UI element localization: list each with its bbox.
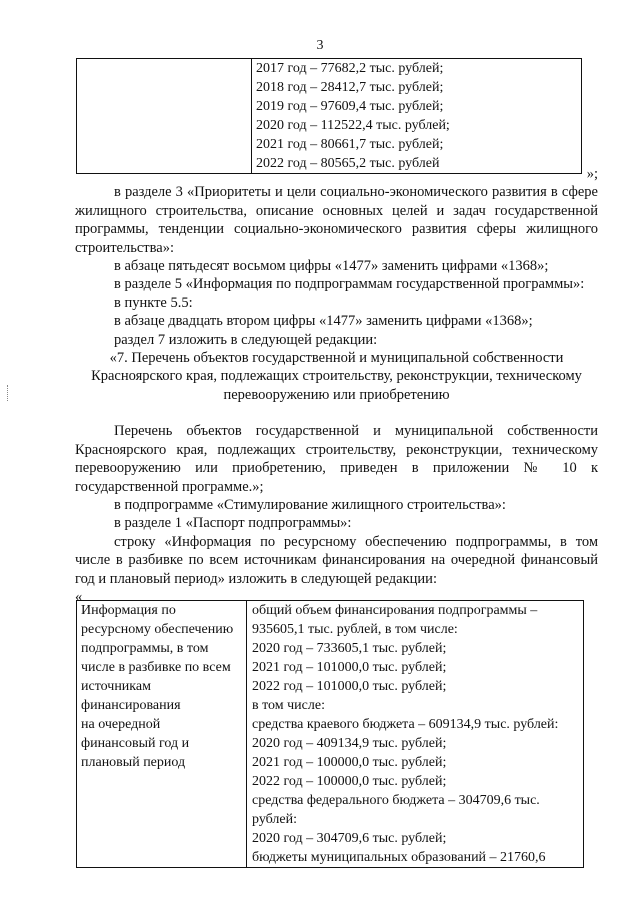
- table-cell-label: [77, 601, 247, 868]
- scan-margin-mark: [7, 385, 9, 401]
- value-line: 2020 год – 304709,6 тыс. рублей;: [252, 831, 447, 846]
- table-cell-left: [77, 59, 252, 174]
- year-amount-line: 2020 год – 112522,4 тыс. рублей;: [256, 118, 450, 133]
- label-line: финансирования: [81, 698, 181, 713]
- paragraph: в разделе 3 «Приоритеты и цели социально-экономического развития в сфере жилищного строительства, описание основных целей и задач государственной программы, тенденции социально-экономического развития сферы жилищного строительства»:: [75, 184, 598, 256]
- paragraph: Перечень объектов государственной и муниципальной собственности Красноярского края, подлежащих строительству, реконструкции, техническому перевооружению или приобретению, приведен в приложении № 10 к государственной программе.»;: [75, 423, 598, 495]
- value-line: 2022 год – 100000,0 тыс. рублей;: [252, 774, 447, 789]
- section-heading: «7. Перечень объектов государственной и муниципальной собственности Красноярского края, подлежащих строительству, реконструкции, техническому перевооружению или приобретению: [91, 350, 582, 403]
- table-cell-right: [252, 59, 582, 174]
- value-line: 935605,1 тыс. рублей, в том числе:: [252, 622, 458, 637]
- table-row: [77, 601, 584, 868]
- open-quote: «: [75, 588, 83, 605]
- spacer: [75, 404, 598, 422]
- close-quote: »;: [586, 166, 598, 182]
- value-line: в том числе:: [252, 698, 325, 713]
- table-row: [77, 59, 582, 174]
- value-line: средства краевого бюджета – 609134,9 тыс. рублей:: [252, 717, 559, 732]
- paragraph: в абзаце двадцать втором цифры «1477» заменить цифрами «1368»;: [114, 313, 533, 330]
- label-line: на очередной: [81, 717, 161, 732]
- value-line: рублей:: [252, 812, 297, 827]
- paragraph: в разделе 1 «Паспорт подпрограммы»:: [114, 515, 352, 532]
- paragraph: раздел 7 изложить в следующей редакции:: [114, 331, 378, 348]
- label-line: источникам: [81, 679, 151, 694]
- value-line: средства федерального бюджета – 304709,6 тыс.: [252, 793, 540, 808]
- label-line: плановый период: [81, 755, 186, 770]
- funding-passport-table: [76, 600, 584, 868]
- paragraph: в подпрограмме «Стимулирование жилищного строительства»:: [114, 496, 506, 513]
- value-line: 2021 год – 100000,0 тыс. рублей;: [252, 755, 447, 770]
- label-line: Информация по: [81, 603, 176, 618]
- paragraph: в пункте 5.5:: [114, 294, 193, 311]
- funding-table-continued: [76, 58, 582, 174]
- value-line: бюджеты муниципальных образований – 21760,6: [252, 850, 546, 865]
- label-line: финансовый год и: [81, 736, 190, 751]
- paragraph: строку «Информация по ресурсному обеспечению подпрограммы, в том числе в разбивке по всем источникам финансирования на очередной финансовый год и плановый период» изложить в следующей редакции:: [75, 533, 598, 587]
- year-amount-line: 2019 год – 97609,4 тыс. рублей;: [256, 99, 444, 114]
- year-amount-line: 2018 год – 28412,7 тыс. рублей;: [256, 80, 444, 95]
- table-cell-value: [247, 601, 584, 868]
- label-line: ресурсному обеспечению: [81, 622, 234, 637]
- year-amount-line: 2021 год – 80661,7 тыс. рублей;: [256, 137, 444, 152]
- value-line: общий объем финансирования подпрограммы –: [252, 603, 538, 618]
- year-amount-line: 2022 год – 80565,2 тыс. рублей: [256, 156, 440, 171]
- paragraph: в абзаце пятьдесят восьмом цифры «1477» заменить цифрами «1368»;: [114, 258, 549, 275]
- label-line: числе в разбивке по всем: [81, 660, 231, 675]
- year-amount-line: 2017 год – 77682,2 тыс. рублей;: [256, 61, 444, 76]
- body-text: [75, 165, 598, 606]
- value-line: 2021 год – 101000,0 тыс. рублей;: [252, 660, 447, 675]
- value-line: 2022 год – 101000,0 тыс. рублей;: [252, 679, 447, 694]
- page-number: 3: [316, 38, 324, 53]
- value-line: 2020 год – 733605,1 тыс. рублей;: [252, 641, 447, 656]
- label-line: подпрограммы, в том: [81, 641, 209, 656]
- value-line: 2020 год – 409134,9 тыс. рублей;: [252, 736, 447, 751]
- paragraph: в разделе 5 «Информация по подпрограммам государственной программы»:: [114, 276, 585, 293]
